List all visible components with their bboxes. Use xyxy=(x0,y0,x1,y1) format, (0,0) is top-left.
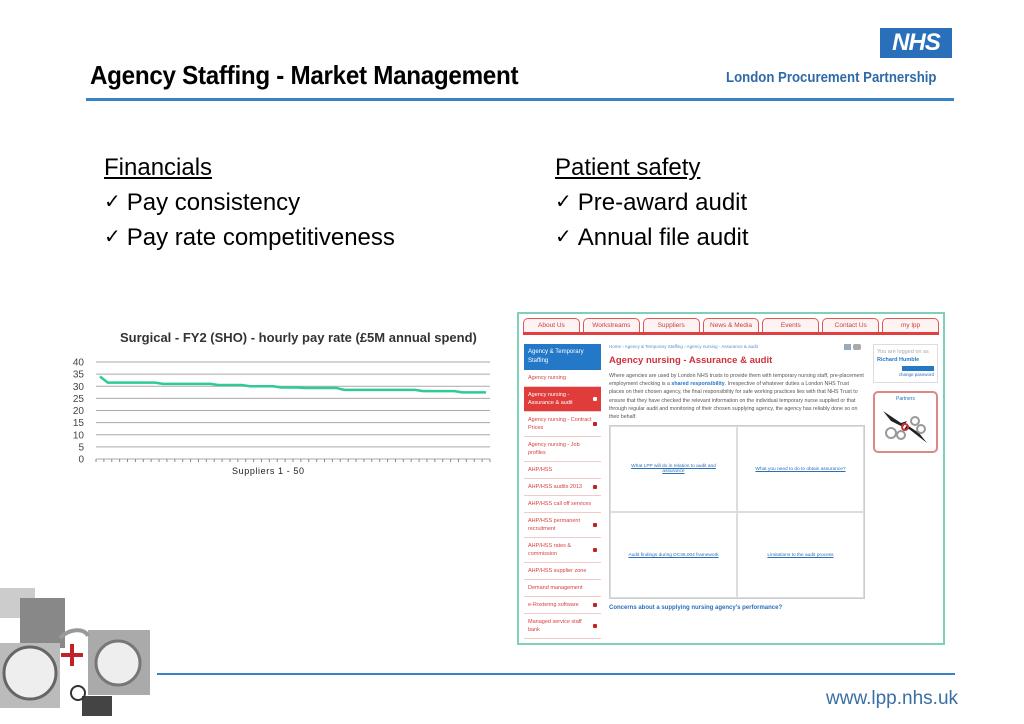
svg-text:0: 0 xyxy=(78,454,84,466)
sidebar-item-label: AHP/HSS supplier zone xyxy=(528,568,587,574)
column-heading: Patient safety xyxy=(555,154,701,181)
lock-icon xyxy=(593,624,597,628)
grid-link[interactable]: What LPP will do in relation to audit and assurance xyxy=(610,426,737,512)
partners-box[interactable] xyxy=(873,391,938,453)
sidebar-item[interactable] xyxy=(524,563,601,580)
sidebar-item[interactable] xyxy=(524,538,601,563)
print-email-icon[interactable] xyxy=(844,344,862,350)
item-label: Pay rate competitiveness xyxy=(126,224,395,251)
sidebar-item[interactable] xyxy=(524,614,601,639)
page-title: Agency Staffing - Market Management xyxy=(90,60,519,90)
sidebar-item[interactable] xyxy=(524,580,601,597)
partners-image-icon xyxy=(881,407,929,445)
sidebar-item-label: AHP/HSS xyxy=(528,467,553,473)
sidebar-item-label: AHP/HSS permanent recruitment xyxy=(528,518,580,532)
check-icon: ✓ xyxy=(555,191,572,213)
medical-collage-image xyxy=(0,588,152,718)
lock-icon xyxy=(593,548,597,552)
sidebar-item[interactable] xyxy=(524,412,601,437)
item-label: Annual file audit xyxy=(577,224,749,251)
financials-column xyxy=(104,150,395,255)
footer-divider xyxy=(157,673,955,675)
site-tab[interactable]: Events xyxy=(762,318,819,332)
patient-safety-column xyxy=(555,150,749,255)
intro-paragraph xyxy=(609,372,865,421)
concerns-heading: Concerns about a supplying nursing agency's performance? xyxy=(609,605,783,612)
sidebar-item-label: Demand management xyxy=(528,585,583,591)
site-tab[interactable]: my lpp xyxy=(882,318,939,332)
website-screenshot xyxy=(517,312,945,645)
grid-link[interactable]: What you need to do to obtain assurance? xyxy=(737,426,864,512)
site-main xyxy=(609,344,865,611)
site-page-heading: Agency nursing - Assurance & audit xyxy=(609,355,773,366)
shared-responsibility-link[interactable]: shared responsibility xyxy=(671,381,725,388)
sidebar-item-label: AHP/HSS audits 2013 xyxy=(528,484,583,490)
grid-link[interactable]: Audit findings during DC36,004 framework xyxy=(610,512,737,598)
para-text: . Irrespective of whatever duties a London NHS Trust places on their chosen agency, the final responsibility for safe working practices lies with that NHS Trust to ensure that they have checked the relevant information on the individual temporary nurse supplied or that through regular audit and monitoring of their chosen supplying agency, the agency has reliably done so on their behalf. xyxy=(609,381,858,421)
sidebar-heading[interactable]: Agency & Temporary Staffing xyxy=(524,344,601,370)
site-tab[interactable]: About Us xyxy=(523,318,580,332)
sidebar-item-label: Managed service staff bank xyxy=(528,619,582,633)
site-tab[interactable]: News & Media xyxy=(703,318,760,332)
sidebar-item-label: AHP/HSS call off services xyxy=(528,501,592,507)
sidebar-item[interactable] xyxy=(524,597,601,614)
login-user: Richard Humble xyxy=(877,357,920,363)
sidebar-item[interactable] xyxy=(524,496,601,513)
sidebar-item-label: AHP/HSS rates & commission xyxy=(528,543,572,557)
sidebar-item-label: Agency nursing - Contract Prices xyxy=(528,417,592,431)
svg-text:35: 35 xyxy=(72,369,84,381)
para-text: Where agencies are used by London NHS trusts to provide them with temporary nursing staff, pre-placement employment checking is a xyxy=(609,373,864,388)
lock-icon xyxy=(593,603,597,607)
link-grid xyxy=(609,425,865,599)
item-label: Pay consistency xyxy=(126,189,301,216)
breadcrumb[interactable]: Home › Agency & Temporary Staffing › Agency nursing - Assurance & audit xyxy=(609,344,758,349)
sidebar-item[interactable] xyxy=(524,513,601,538)
svg-text:15: 15 xyxy=(72,418,84,430)
column-heading: Financials xyxy=(104,154,213,181)
site-tab[interactable]: Workstreams xyxy=(583,318,640,332)
partners-label: Partners xyxy=(896,396,915,402)
footer-url[interactable]: www.lpp.nhs.uk xyxy=(826,688,959,709)
check-icon: ✓ xyxy=(104,226,121,248)
list-item xyxy=(104,185,395,220)
svg-text:30: 30 xyxy=(72,381,84,393)
svg-text:40: 40 xyxy=(72,357,84,369)
sidebar-item[interactable] xyxy=(524,479,601,496)
svg-text:25: 25 xyxy=(72,393,84,405)
check-icon: ✓ xyxy=(555,226,572,248)
svg-text:20: 20 xyxy=(72,406,84,417)
lock-icon xyxy=(593,397,597,401)
sidebar-item-label: Agency nursing - Assurance & audit xyxy=(528,392,573,406)
chart-plot xyxy=(60,326,500,486)
list-item xyxy=(104,220,395,255)
nhs-logo: NHS xyxy=(880,28,952,58)
login-box xyxy=(873,344,938,383)
chart-title: Surgical - FY2 (SHO) - hourly pay rate (£5M annual spend) xyxy=(120,330,477,345)
sidebar-item-label: Agency nursing - Job profiles xyxy=(528,442,580,456)
login-text: You are logged on as xyxy=(877,349,929,355)
sidebar-item[interactable] xyxy=(524,370,601,387)
list-item xyxy=(555,220,749,255)
header-divider xyxy=(86,98,954,101)
site-nav xyxy=(523,318,939,335)
chart-x-label: Suppliers 1 - 50 xyxy=(232,466,305,476)
item-label: Pre-award audit xyxy=(577,189,748,216)
site-tab[interactable]: Suppliers xyxy=(643,318,700,332)
sidebar-item[interactable] xyxy=(524,462,601,479)
pay-rate-chart xyxy=(60,326,500,486)
site-right-panel xyxy=(873,344,938,453)
lock-icon xyxy=(593,422,597,426)
site-tab[interactable]: Contact Us xyxy=(822,318,879,332)
change-password-link[interactable]: change password xyxy=(898,372,934,377)
site-sidebar xyxy=(524,344,601,639)
grid-link[interactable]: Limitations to the audit process xyxy=(737,512,864,598)
svg-text:10: 10 xyxy=(72,430,84,442)
sidebar-item[interactable] xyxy=(524,387,601,412)
svg-text:5: 5 xyxy=(78,442,84,454)
lock-icon xyxy=(593,523,597,527)
org-name: London Procurement Partnership xyxy=(726,69,937,86)
sidebar-item[interactable] xyxy=(524,437,601,462)
sidebar-item-label: e-Rostering software xyxy=(528,602,579,608)
check-icon: ✓ xyxy=(104,191,121,213)
list-item xyxy=(555,185,749,220)
lock-icon xyxy=(593,485,597,489)
sidebar-item-label: Agency nursing xyxy=(528,375,566,381)
